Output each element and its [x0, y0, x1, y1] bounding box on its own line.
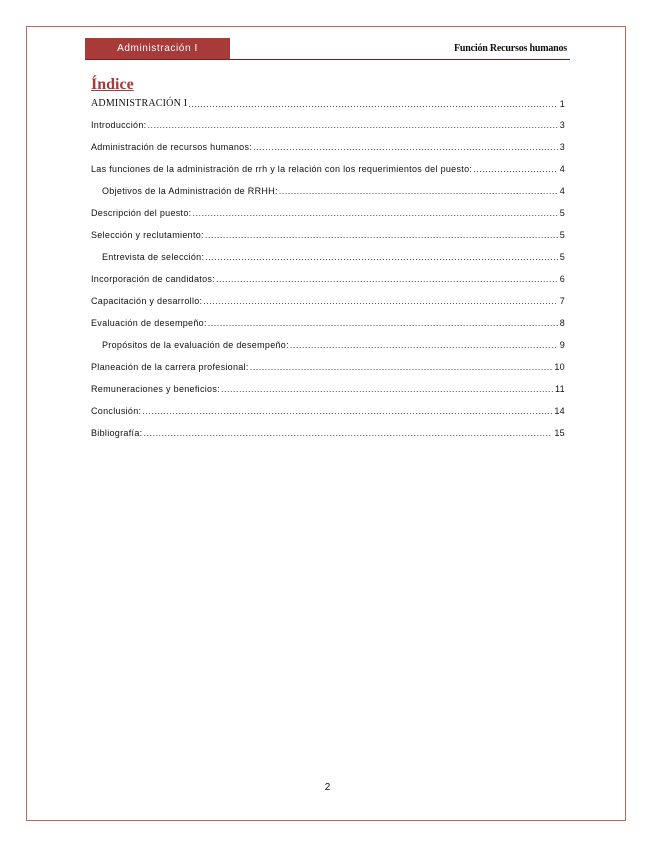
toc-leader-dots [290, 340, 558, 350]
toc-entry[interactable] [91, 226, 565, 240]
toc-entry-label: Administración de recursos humanos: [91, 142, 253, 152]
toc-leader-dots [253, 142, 558, 152]
toc-entry-label: Conclusión: [91, 406, 142, 416]
toc-entry-label: Bibliografía: [91, 428, 143, 438]
toc-leader-dots [208, 318, 558, 328]
toc-entry-page: 15 [554, 428, 565, 438]
toc-entry-page: 7 [559, 296, 565, 306]
toc-entry[interactable] [91, 402, 565, 416]
toc-entry-label: Remuneraciones y beneficios: [91, 384, 220, 394]
toc-leader-dots [250, 362, 553, 372]
toc-entry-label: Descripción del puesto: [91, 208, 192, 218]
toc-entry[interactable] [91, 95, 565, 109]
toc-leader-dots [147, 120, 557, 130]
toc-leader-dots [473, 164, 557, 174]
toc-entry-label: Evaluación de desempeño: [91, 318, 207, 328]
page-number: 2 [324, 782, 331, 793]
toc-leader-dots [221, 384, 553, 394]
toc-entry[interactable] [91, 204, 565, 218]
toc-entry-page: 14 [554, 406, 565, 416]
toc-entry[interactable] [91, 138, 565, 152]
toc-entry-label: Entrevista de selección: [102, 252, 205, 262]
toc-entry-page: 11 [555, 384, 565, 394]
toc-leader-dots [203, 296, 557, 306]
toc-leader-dots [205, 252, 557, 262]
toc-entry[interactable] [91, 424, 565, 438]
toc-entry-page: 4 [559, 186, 565, 196]
toc-leader-dots [188, 99, 557, 109]
toc-entry-page: 10 [554, 362, 565, 372]
toc-leader-dots [279, 186, 558, 196]
toc-entry-label: ADMINISTRACIÓN I [91, 98, 188, 109]
toc-leader-dots [143, 428, 552, 438]
toc-entry-page: 3 [559, 120, 565, 130]
toc-entry-label: Incorporación de candidatos: [91, 274, 215, 284]
toc-leader-dots [142, 406, 552, 416]
toc-entry-page: 5 [559, 252, 565, 262]
toc-entry[interactable] [91, 380, 565, 394]
toc-entry-page: 5 [559, 208, 565, 218]
toc-entry-label: Capacitación y desarrollo: [91, 296, 203, 306]
toc-entry-page: 4 [559, 164, 565, 174]
toc-entry-label: Propósitos de la evaluación de desempeño: [102, 340, 289, 350]
toc-entry-page: 3 [559, 142, 565, 152]
header-course-tab: Administración I [85, 38, 230, 60]
toc-entry-label: Planeación de la carrera profesional: [91, 362, 249, 372]
toc-leader-dots [205, 230, 558, 240]
toc-entry-page: 9 [559, 340, 565, 350]
toc-entry-page: 5 [559, 230, 565, 240]
toc-title: Índice [91, 76, 134, 93]
toc-entry[interactable] [91, 116, 565, 130]
toc-entry[interactable] [91, 292, 565, 306]
toc-entry-label: Introducción: [91, 120, 147, 130]
toc-entry[interactable] [91, 270, 565, 284]
toc-leader-dots [192, 208, 557, 218]
toc-entry-page: 6 [559, 274, 565, 284]
toc-entry[interactable] [102, 248, 565, 262]
toc-entry[interactable] [102, 336, 565, 350]
toc-entry-label: Selección y reclutamiento: [91, 230, 204, 240]
header-document-title: Función Recursos humanos [454, 43, 567, 54]
header-divider [85, 59, 570, 60]
toc-entry-label: Objetivos de la Administración de RRHH: [102, 186, 278, 196]
toc-entry[interactable] [91, 358, 565, 372]
toc-leader-dots [216, 274, 558, 284]
toc-entry-label: Las funciones de la administración de rrh y la relación con los requerimientos del puesto: [91, 164, 473, 174]
toc-entry[interactable] [91, 160, 565, 174]
toc-entry-page: 8 [559, 318, 565, 328]
toc-entry-page: 1 [559, 99, 565, 109]
toc-entry[interactable] [102, 182, 565, 196]
toc-entry[interactable] [91, 314, 565, 328]
